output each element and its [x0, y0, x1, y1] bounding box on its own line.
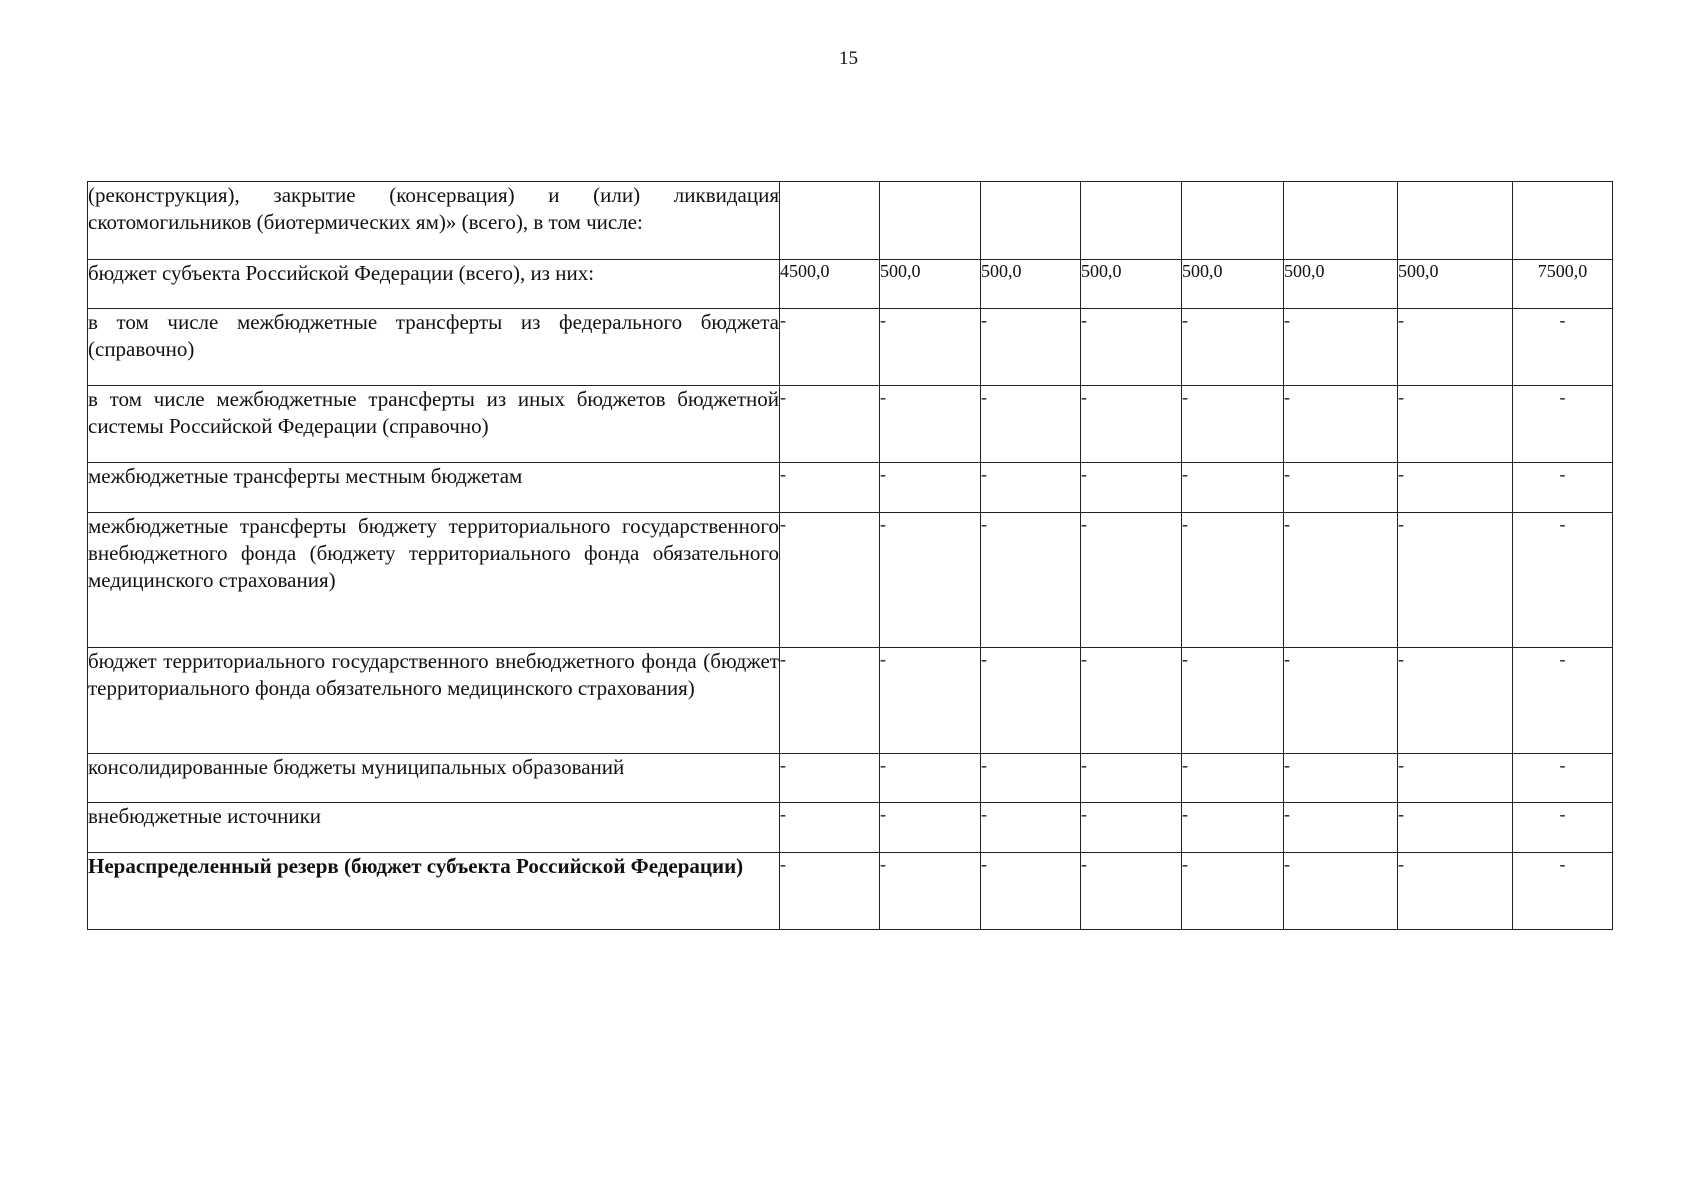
value-cell: -	[1081, 463, 1182, 513]
value-cell: -	[1513, 803, 1613, 853]
value-cell: -	[1284, 386, 1398, 463]
value-cell	[880, 182, 981, 260]
value-cell: -	[1284, 309, 1398, 386]
value-cell: -	[1398, 463, 1513, 513]
value-cell	[1081, 182, 1182, 260]
value-cell: -	[880, 309, 981, 386]
value-cell: -	[1284, 513, 1398, 648]
value-cell: -	[981, 648, 1081, 754]
page-number: 15	[839, 48, 858, 69]
value-cell: -	[981, 853, 1081, 930]
value-cell: -	[1398, 803, 1513, 853]
value-cell: -	[1513, 648, 1613, 754]
value-cell: -	[1513, 754, 1613, 803]
row-label: консолидированные бюджеты муниципальных образований	[88, 754, 780, 803]
row-label: бюджет субъекта Российской Федерации (всего), из них:	[88, 260, 780, 309]
value-cell	[1513, 182, 1613, 260]
table-row	[88, 309, 1613, 386]
value-cell: -	[1398, 513, 1513, 648]
value-cell: -	[1398, 754, 1513, 803]
value-cell: -	[1182, 463, 1284, 513]
value-cell: -	[981, 309, 1081, 386]
table-row	[88, 513, 1613, 648]
value-cell: -	[780, 513, 880, 648]
value-cell: -	[1081, 513, 1182, 648]
row-label: межбюджетные трансферты местным бюджетам	[88, 463, 780, 513]
row-label: бюджет территориального государственного внебюджетного фонда (бюджет территориального фонда обязательного медицинского страхования)	[88, 648, 780, 754]
value-cell: -	[1513, 513, 1613, 648]
value-cell: -	[1398, 648, 1513, 754]
value-cell: -	[981, 386, 1081, 463]
table-row	[88, 648, 1613, 754]
budget-table	[87, 181, 1613, 930]
value-cell: -	[880, 386, 981, 463]
value-cell: -	[1081, 754, 1182, 803]
row-label: внебюджетные источники	[88, 803, 780, 853]
value-cell: -	[1081, 386, 1182, 463]
table-row	[88, 260, 1613, 309]
value-cell: -	[880, 513, 981, 648]
value-cell: -	[981, 513, 1081, 648]
value-cell: -	[1182, 386, 1284, 463]
value-cell: -	[780, 386, 880, 463]
value-cell: -	[880, 853, 981, 930]
value-cell: -	[1182, 803, 1284, 853]
value-cell: 500,0	[880, 260, 981, 309]
value-cell: 500,0	[1182, 260, 1284, 309]
value-cell: 4500,0	[780, 260, 880, 309]
value-cell	[1398, 182, 1513, 260]
value-cell: -	[1182, 309, 1284, 386]
value-cell	[780, 182, 880, 260]
table-row	[88, 463, 1613, 513]
value-cell: -	[780, 853, 880, 930]
value-cell: 500,0	[1081, 260, 1182, 309]
value-cell: -	[1182, 648, 1284, 754]
value-cell: -	[981, 803, 1081, 853]
value-cell: -	[981, 463, 1081, 513]
table-row	[88, 754, 1613, 803]
value-cell: -	[1081, 853, 1182, 930]
value-cell: -	[1182, 754, 1284, 803]
value-cell: -	[1284, 754, 1398, 803]
value-cell: -	[1081, 648, 1182, 754]
value-cell: -	[1284, 648, 1398, 754]
value-cell: -	[1081, 803, 1182, 853]
value-cell: 7500,0	[1513, 260, 1613, 309]
value-cell: -	[1284, 463, 1398, 513]
value-cell: -	[880, 463, 981, 513]
value-cell: -	[1081, 309, 1182, 386]
value-cell: -	[1513, 386, 1613, 463]
value-cell: -	[780, 754, 880, 803]
table-row	[88, 386, 1613, 463]
row-label: в том числе межбюджетные трансферты из федерального бюджета (справочно)	[88, 309, 780, 386]
value-cell: -	[1513, 309, 1613, 386]
value-cell: -	[1398, 853, 1513, 930]
table-row	[88, 182, 1613, 260]
value-cell: -	[1182, 853, 1284, 930]
row-label: межбюджетные трансферты бюджету территориального государственного внебюджетного фонда (бюджету территориального фонда обязательного медицинского страхования)	[88, 513, 780, 648]
value-cell: 500,0	[1284, 260, 1398, 309]
table-row	[88, 853, 1613, 930]
row-label: в том числе межбюджетные трансферты из иных бюджетов бюджетной системы Российской Федерации (справочно)	[88, 386, 780, 463]
value-cell: -	[780, 463, 880, 513]
value-cell: 500,0	[1398, 260, 1513, 309]
value-cell: -	[1398, 386, 1513, 463]
value-cell	[981, 182, 1081, 260]
value-cell: -	[1513, 853, 1613, 930]
row-label: Нераспределенный резерв (бюджет субъекта Российской Федерации)	[88, 853, 780, 930]
value-cell: -	[1284, 803, 1398, 853]
value-cell: -	[780, 648, 880, 754]
value-cell: -	[780, 309, 880, 386]
value-cell: 500,0	[981, 260, 1081, 309]
value-cell: -	[1513, 463, 1613, 513]
value-cell: -	[880, 754, 981, 803]
value-cell: -	[981, 754, 1081, 803]
value-cell: -	[1398, 309, 1513, 386]
value-cell: -	[880, 648, 981, 754]
value-cell	[1284, 182, 1398, 260]
value-cell	[1182, 182, 1284, 260]
value-cell: -	[1182, 513, 1284, 648]
row-label: (реконструкция), закрытие (консервация) и (или) ликвидация скотомогильников (биотермических ям)» (всего), в том числе:	[88, 182, 780, 260]
value-cell: -	[880, 803, 981, 853]
table-row	[88, 803, 1613, 853]
value-cell: -	[1284, 853, 1398, 930]
value-cell: -	[780, 803, 880, 853]
